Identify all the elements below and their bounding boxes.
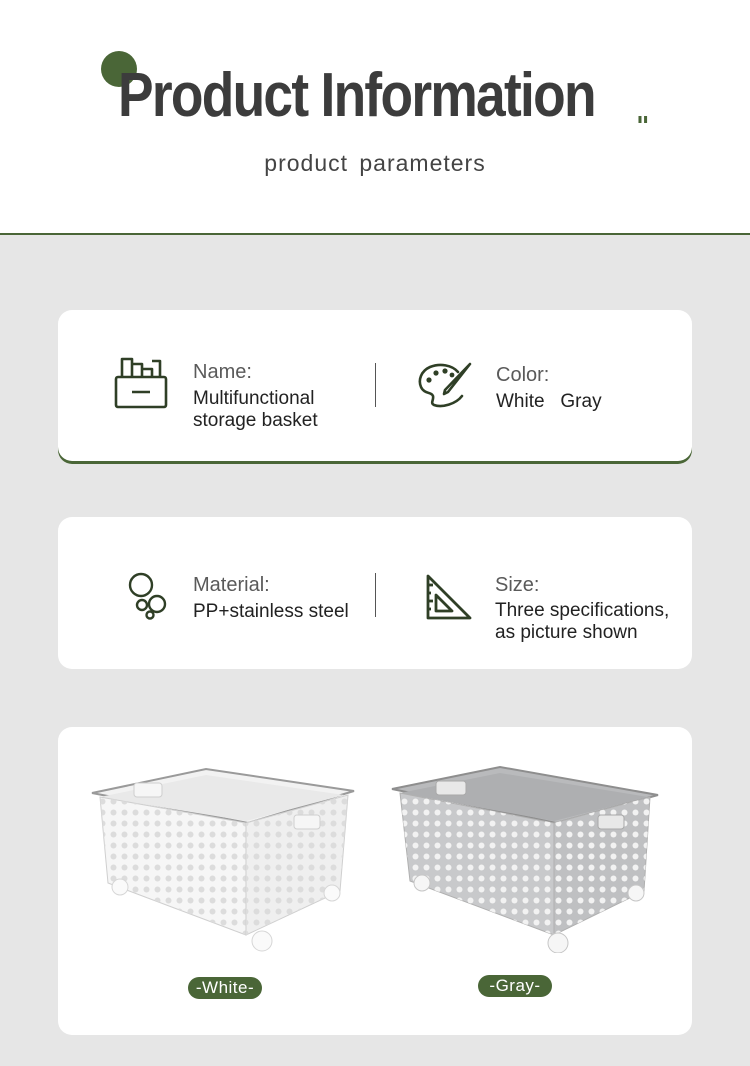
palette-icon bbox=[418, 362, 474, 408]
color-variants-card bbox=[58, 727, 692, 1035]
card-divider bbox=[375, 363, 376, 407]
page-subtitle: product parameters bbox=[264, 150, 486, 176]
title-quote-mark: " bbox=[636, 112, 650, 142]
material-value: PP+stainless steel bbox=[193, 601, 349, 622]
color-label: Color: bbox=[496, 364, 550, 386]
set-square-icon bbox=[425, 573, 473, 621]
size-value-line1: Three specifications, bbox=[495, 600, 670, 621]
storage-box-icon bbox=[114, 356, 170, 410]
material-label: Material: bbox=[193, 574, 270, 596]
name-label: Name: bbox=[193, 361, 252, 383]
bubbles-icon bbox=[128, 571, 170, 621]
white-basket-image bbox=[86, 763, 361, 953]
white-variant-tag: -White- bbox=[188, 977, 262, 999]
page-title: Product Information bbox=[118, 61, 595, 130]
header-divider bbox=[0, 233, 750, 235]
size-value-line2: as picture shown bbox=[495, 622, 638, 643]
gray-variant-tag: -Gray- bbox=[478, 975, 552, 997]
color-value: White Gray bbox=[496, 391, 602, 412]
name-value-line2: storage basket bbox=[193, 410, 318, 431]
card-divider bbox=[375, 573, 376, 617]
gray-basket-image bbox=[388, 763, 663, 953]
name-color-card bbox=[58, 310, 692, 461]
name-value-line1: Multifunctional bbox=[193, 388, 315, 409]
size-label: Size: bbox=[495, 574, 540, 596]
material-size-card bbox=[58, 517, 692, 669]
